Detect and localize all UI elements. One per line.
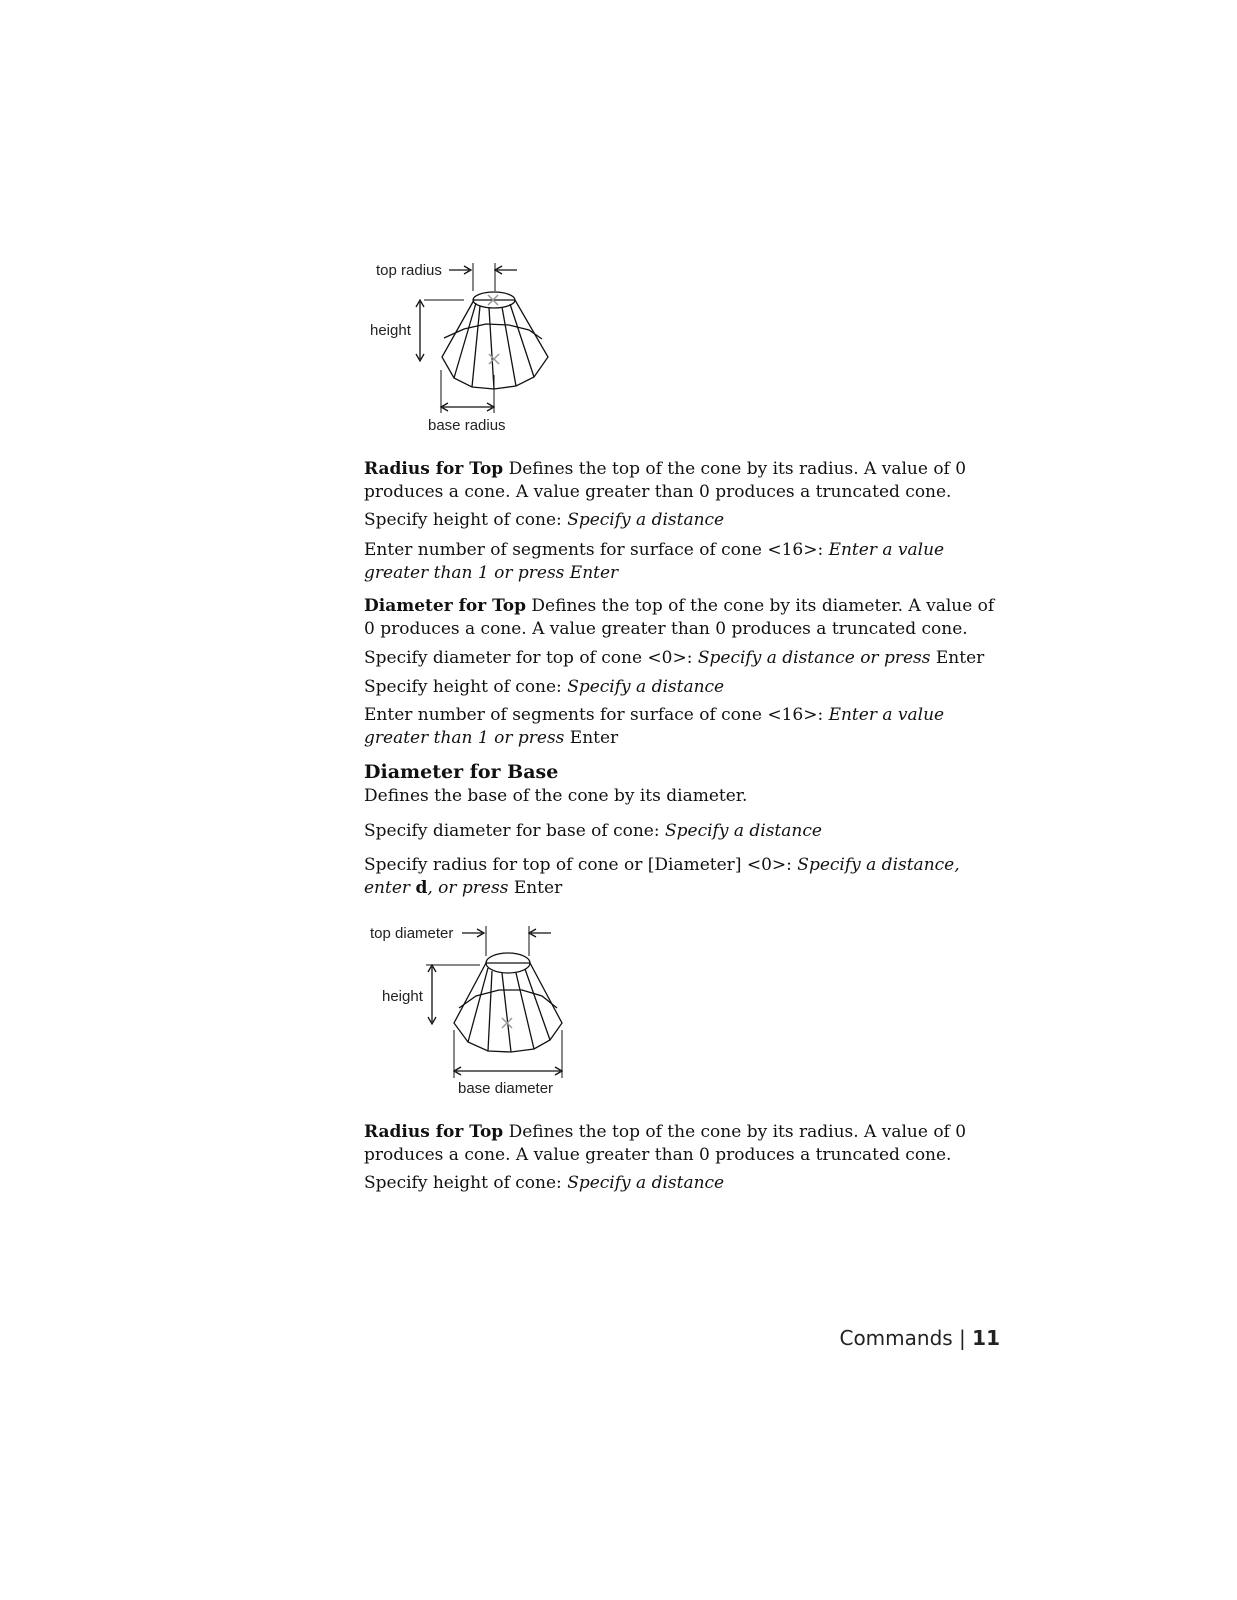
prompt-enter: Enter [930,648,985,668]
diameter-for-base-heading: Diameter for Base [364,761,559,783]
term: Radius for Top [364,1122,504,1142]
prompt-text: Specify height of cone: [364,510,568,530]
prompt-text: Enter number of segments for surface of cone <16>: [364,540,829,560]
page-number: 11 [972,1326,1000,1350]
prompt-option: d [415,878,428,898]
diameter-for-base-description: Defines the base of the cone by its diameter. [364,786,748,806]
prompt-hint: Specify a distance [567,510,725,530]
prompt-text: Specify diameter for base of cone: [364,821,665,841]
prompt-text: Specify diameter for top of cone <0>: [364,648,698,668]
prompt-hint: Enter a value greater than 1 or press Enter [364,540,945,583]
diameter-for-top-paragraph [364,595,1004,641]
prompt-text: Enter number of segments for surface of cone <16>: [364,705,829,725]
description: Defines the top of the cone by its radius. A value of 0 produces a cone. A value greater than 0 produces a truncated cone. [364,459,967,502]
top-radius-prompt [364,854,1004,900]
height-prompt [364,676,1004,699]
diameter-prompt [364,647,1004,670]
footer-section: Commands [839,1326,953,1350]
height-label: height [382,988,423,1005]
height-prompt [364,1172,1004,1195]
base-diameter-prompt [364,820,1004,843]
base-diameter-label: base diameter [458,1080,554,1097]
radius-for-top-paragraph [364,1121,1004,1167]
base-radius-label: base radius [428,417,506,434]
prompt-hint: Enter a value greater than 1 or press [364,705,945,748]
page-footer [820,1326,1000,1350]
segments-prompt [364,704,1004,750]
height-label: height [370,322,411,339]
prompt-hint: Specify a distance, enter [364,855,960,898]
segments-prompt [364,539,1004,585]
footer-separator: | [952,1326,973,1350]
prompt-hint: , or press [427,878,509,898]
top-diameter-label: top diameter [370,925,454,942]
prompt-text: Specify radius for top of cone or [Diameter] <0>: [364,855,798,875]
prompt-hint: Specify a distance [665,821,822,841]
term: Radius for Top [364,459,504,479]
term: Diameter for Top [364,596,527,616]
description: Defines the top of the cone by its radius. A value of 0 produces a cone. A value greater than 0 produces a truncated cone. [364,1122,967,1165]
prompt-hint: Specify a distance [567,1173,725,1193]
prompt-hint: Specify a distance [567,677,725,697]
prompt-text: Specify height of cone: [364,677,568,697]
prompt-enter: Enter [564,728,619,748]
description: Defines the top of the cone by its diameter. A value of 0 produces a cone. A value greater than 0 produces a truncated cone. [364,596,995,639]
top-radius-label: top radius [376,262,442,279]
cone-diameter-figure [364,918,574,1103]
radius-for-top-paragraph [364,458,1004,504]
height-prompt [364,509,1004,532]
prompt-text: Specify height of cone: [364,1173,568,1193]
prompt-enter: Enter [508,878,563,898]
prompt-hint: Specify a distance or press [697,648,931,668]
cone-radius-figure [364,255,564,440]
